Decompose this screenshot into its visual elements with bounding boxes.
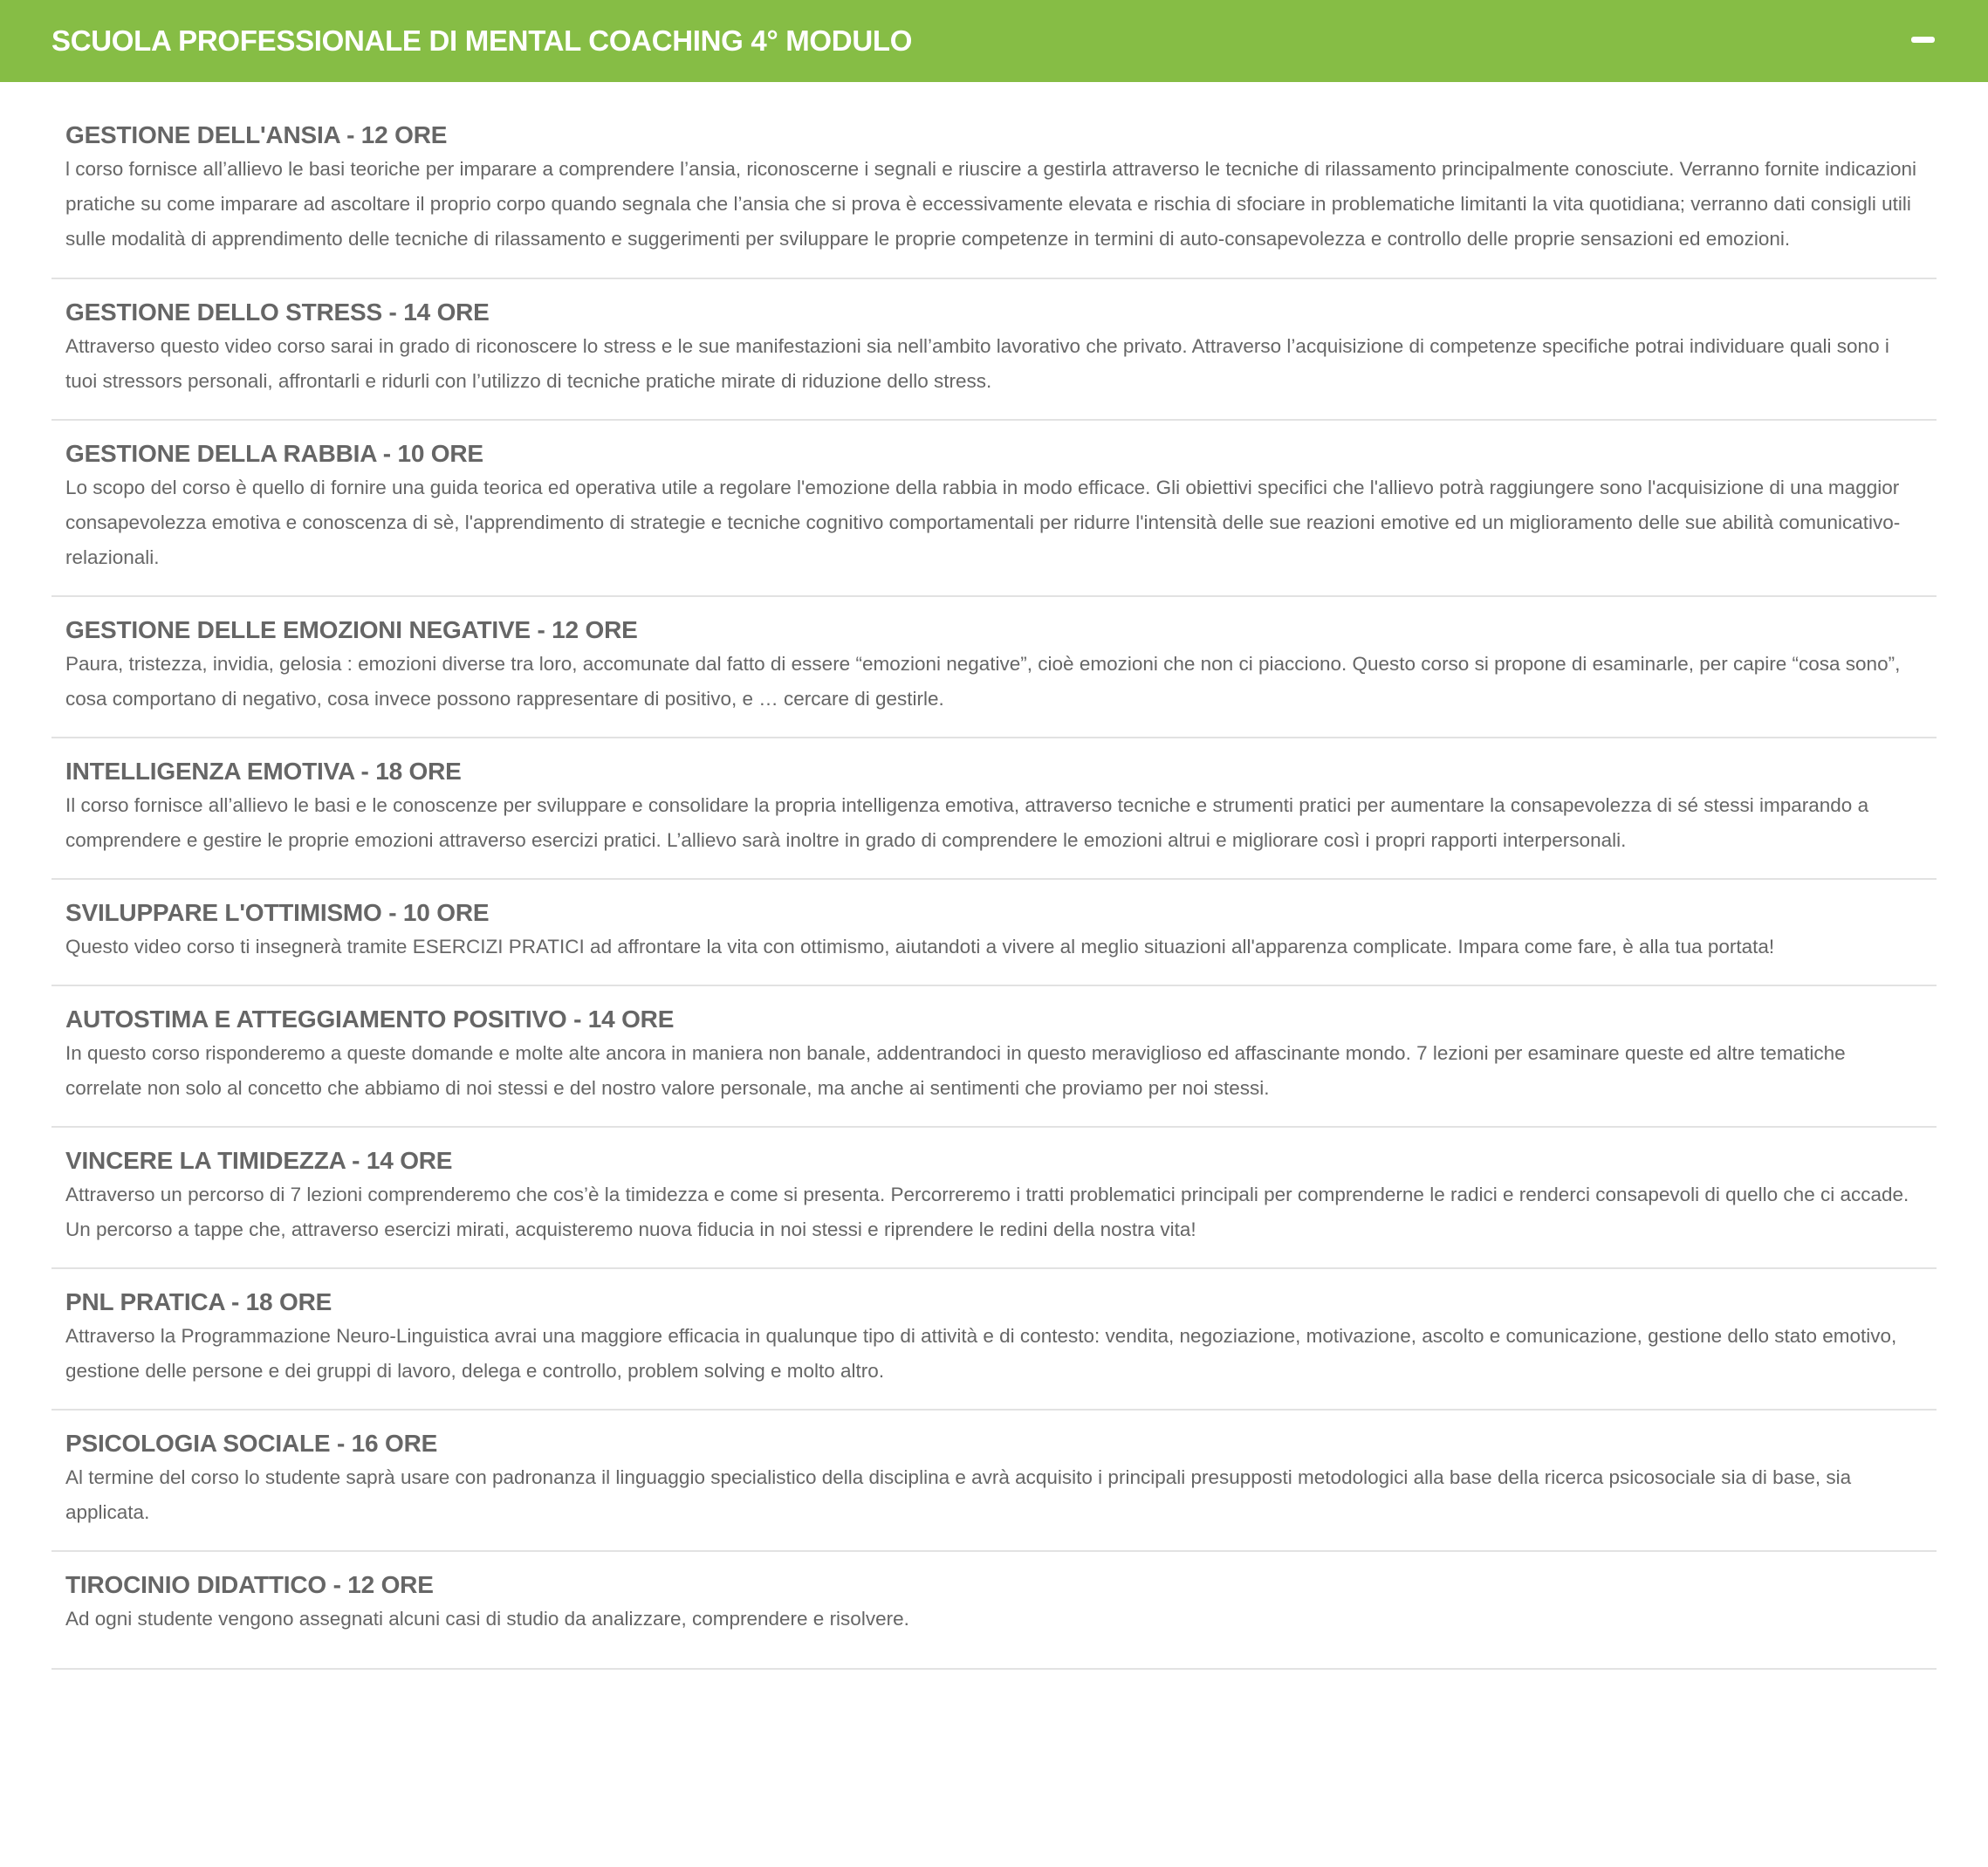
course-description: In questo corso risponderemo a queste domande e molte alte ancora in maniera non banale, addentrandoci in questo meraviglioso ed affascinante mondo. 7 lezioni per esaminare queste ed altre tematiche correlate non solo al concetto che abbiamo di noi stessi e del nostro valore personale, ma anche ai sentimenti che proviamo per noi stessi. [65,1042,1846,1099]
course-item [51,738,1937,880]
course-item [51,1128,1937,1269]
course-title: TIROCINIO DIDATTICO - 12 ORE [65,1571,434,1598]
course-description: Paura, tristezza, invidia, gelosia : emozioni diverse tra loro, accomunate dal fatto di essere “emozioni negative”, cioè emozioni che non ci piacciono. Questo corso si propone di esaminarle, per capire “cosa sono”, cosa comportano di negativo, cosa invece possono rappresentare di positivo, e … cercare di gestirle. [65,653,1901,710]
course-list [51,82,1937,1670]
course-description: Attraverso la Programmazione Neuro-Linguistica avrai una maggiore efficacia in qualunque tipo di attività e di contesto: vendita, negoziazione, motivazione, ascolto e comunicazione, gestione dello stato emotivo, gestione delle persone e dei gruppi di lavoro, delega e controllo, problem solving e molto altro. [65,1325,1897,1382]
course-title: GESTIONE DELLE EMOZIONI NEGATIVE - 12 ORE [65,616,638,643]
course-description: Al termine del corso lo studente saprà usare con padronanza il linguaggio specialistico della disciplina e avrà acquisito i principali presupposti metodologici alla base della ricerca psicosociale sia di base, sia applicata. [65,1466,1852,1523]
course-description: Attraverso un percorso di 7 lezioni comprenderemo che cos’è la timidezza e come si presenta. Percorreremo i tratti problematici principali per comprenderne le radici e renderci consapevoli di quello che ci accade. Un percorso a tappe che, attraverso esercizi mirati, acquisteremo nuova fiducia in noi stessi e riprendere le redini della nostra vita! [65,1184,1909,1240]
course-description: Attraverso questo video corso sarai in grado di riconoscere lo stress e le sue manifestazioni sia nell’ambito lavorativo che privato. Attraverso l’acquisizione di competenze specifiche potrai individuare quali sono i tuoi stressors personali, affrontarli e ridurli con l’utilizzo di tecniche pratiche mirate di riduzione dello stress. [65,335,1889,392]
course-item [51,986,1937,1128]
course-item [51,1269,1937,1411]
course-title: PNL PRATICA - 18 ORE [65,1288,332,1315]
course-item [51,421,1937,597]
course-item [51,279,1937,421]
course-item [51,1552,1937,1670]
course-title: PSICOLOGIA SOCIALE - 16 ORE [65,1430,438,1457]
course-title: SVILUPPARE L'OTTIMISMO - 10 ORE [65,899,490,926]
course-title: GESTIONE DELL'ANSIA - 12 ORE [65,121,448,148]
course-description: Lo scopo del corso è quello di fornire una guida teorica ed operativa utile a regolare l'emozione della rabbia in modo efficace. Gli obiettivi specifici che l'allievo potrà raggiungere sono l'acquisizione di una maggior consapevolezza emotiva e conoscenza di sè, l'apprendimento di strategie e tecniche cognitivo comportamentali per ridurre l'intensità delle sue reazioni emotive ed un miglioramento delle sue abilità comunicativo-relazionali. [65,477,1901,568]
course-item [51,82,1937,279]
accordion-header[interactable] [0,0,1988,82]
course-title: VINCERE LA TIMIDEZZA - 14 ORE [65,1147,453,1174]
course-title: GESTIONE DELLA RABBIA - 10 ORE [65,440,483,467]
minus-icon[interactable] [1911,37,1935,43]
course-description: Ad ogni studente vengono assegnati alcuni casi di studio da analizzare, comprendere e risolvere. [65,1608,909,1630]
course-item [51,1411,1937,1552]
course-description: Il corso fornisce all’allievo le basi e le conoscenze per sviluppare e consolidare la propria intelligenza emotiva, attraverso tecniche e strumenti pratici per aumentare la consapevolezza di sé stessi imparando a comprendere e gestire le proprie emozioni attraverso esercizi pratici. L’allievo sarà inoltre in grado di comprendere le emozioni altrui e migliorare così i propri rapporti interpersonali. [65,794,1869,851]
course-item [51,597,1937,738]
course-item [51,880,1937,986]
course-title: GESTIONE DELLO STRESS - 14 ORE [65,299,490,326]
accordion-title: SCUOLA PROFESSIONALE DI MENTAL COACHING 4° MODULO [51,24,913,57]
course-title: AUTOSTIMA E ATTEGGIAMENTO POSITIVO - 14 ORE [65,1006,675,1033]
course-description: Questo video corso ti insegnerà tramite ESERCIZI PRATICI ad affrontare la vita con ottimismo, aiutandoti a vivere al meglio situazioni all'apparenza complicate. Impara come fare, è alla tua portata! [65,936,1775,958]
course-description: l corso fornisce all’allievo le basi teoriche per imparare a comprendere l’ansia, riconoscerne i segnali e riuscire a gestirla attraverso le tecniche di rilassamento principalmente conosciute. Verranno fornite indicazioni pratiche su come imparare ad ascoltare il proprio corpo quando segnala che l’ansia che si prova è eccessivamente elevata e rischia di sfociare in problematiche limitanti la vita quotidiana; verranno dati consigli utili sulle modalità di apprendimento delle tecniche di rilassamento e suggerimenti per sviluppare le proprie competenze in termini di auto-consapevolezza e controllo delle proprie sensazioni ed emozioni. [65,158,1917,250]
course-title: INTELLIGENZA EMOTIVA - 18 ORE [65,758,462,785]
